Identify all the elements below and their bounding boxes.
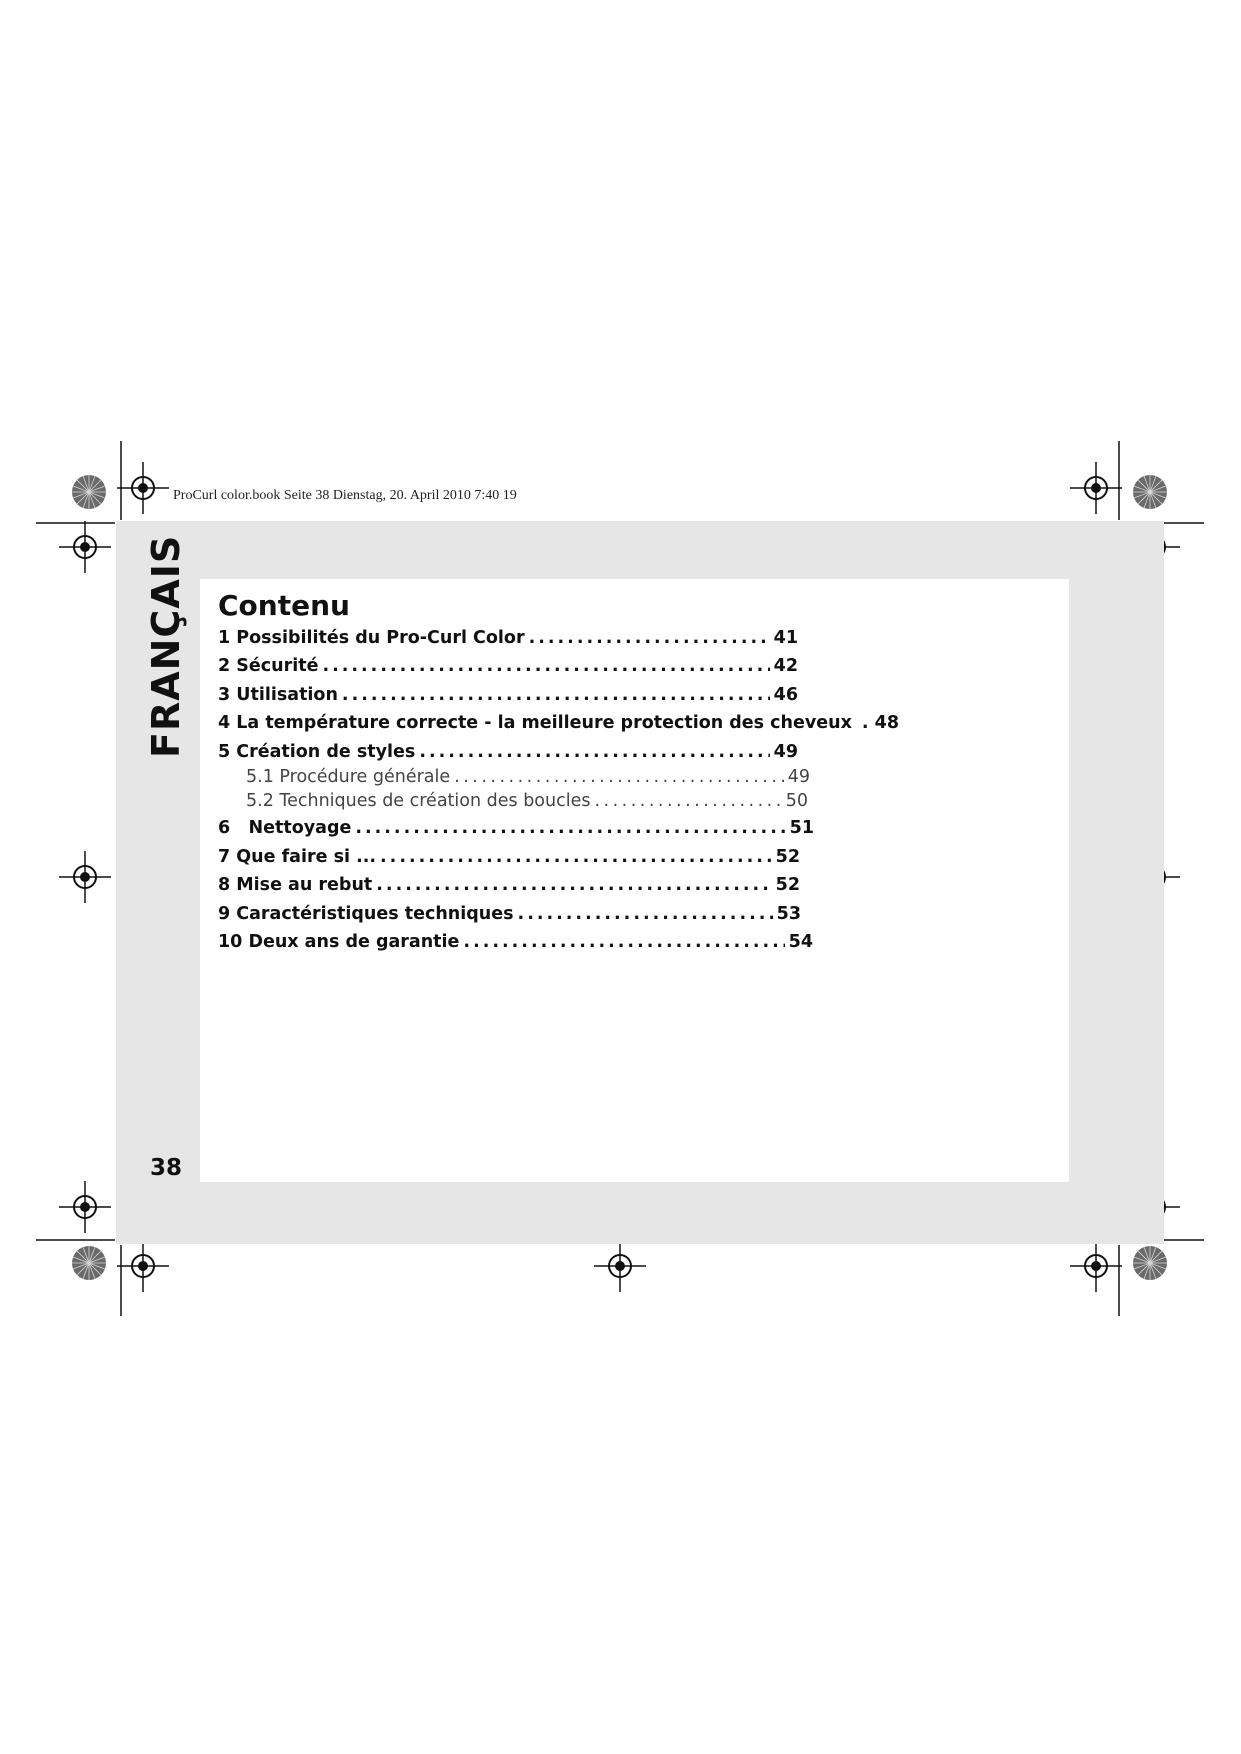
language-tab: FRANÇAIS bbox=[144, 534, 188, 758]
toc-entry-page: . 48 bbox=[861, 713, 899, 733]
toc-entry-label: 6 Nettoyage bbox=[218, 818, 352, 838]
toc-entry-page: 54 bbox=[788, 932, 813, 952]
print-slug: ProCurl color.book Seite 38 Dienstag, 20. April 2010 7:40 19 bbox=[173, 488, 517, 503]
dot-leader bbox=[355, 818, 785, 838]
toc-subentry bbox=[246, 791, 808, 811]
toc-entry-label: 5.2 Techniques de création des boucles bbox=[246, 791, 591, 811]
toc-entry-label: 5 Création de styles bbox=[218, 742, 416, 762]
toc-entry bbox=[218, 713, 899, 733]
toc-entry-page: 41 bbox=[773, 628, 798, 648]
toc-entry-page: 51 bbox=[789, 818, 814, 838]
dot-leader bbox=[376, 875, 771, 895]
toc-entry bbox=[218, 628, 798, 648]
toc-entry-page: 46 bbox=[773, 685, 798, 705]
toc-entry-page: 52 bbox=[775, 875, 800, 895]
toc-entry-label: 8 Mise au rebut bbox=[218, 875, 373, 895]
toc-entry-page: 42 bbox=[773, 656, 798, 676]
toc-entry bbox=[218, 818, 814, 838]
dot-leader bbox=[463, 932, 784, 952]
toc-entry bbox=[218, 904, 801, 924]
dot-leader bbox=[454, 767, 784, 787]
toc-entry bbox=[218, 685, 798, 705]
page-number: 38 bbox=[150, 1155, 183, 1181]
dot-leader bbox=[594, 791, 781, 811]
dot-leader bbox=[380, 847, 772, 867]
toc-entry bbox=[218, 875, 800, 895]
dot-leader bbox=[322, 656, 769, 676]
toc-title: Contenu bbox=[218, 589, 350, 622]
toc-subentry bbox=[246, 767, 810, 787]
toc-entry-page: 49 bbox=[787, 767, 810, 787]
toc-entry-label: 2 Sécurité bbox=[218, 656, 319, 676]
toc-entry-label: 5.1 Procédure générale bbox=[246, 767, 451, 787]
toc-entry-label: 7 Que faire si ... bbox=[218, 847, 377, 867]
toc-entry-label: 10 Deux ans de garantie bbox=[218, 932, 460, 952]
dot-leader bbox=[342, 685, 770, 705]
toc-entry-page: 52 bbox=[775, 847, 800, 867]
dot-leader bbox=[529, 628, 770, 648]
toc-entry-page: 49 bbox=[773, 742, 798, 762]
toc-entry-label: 9 Caractéristiques techniques bbox=[218, 904, 514, 924]
toc-entry-page: 50 bbox=[785, 791, 808, 811]
toc-entry bbox=[218, 656, 798, 676]
toc-entry-label: 3 Utilisation bbox=[218, 685, 338, 705]
toc-entry-label: 4 La température correcte - la meilleure protection des cheveux bbox=[218, 713, 852, 733]
dot-leader bbox=[518, 904, 773, 924]
toc-entry bbox=[218, 932, 813, 952]
dot-leader bbox=[419, 742, 769, 762]
toc-entry-label: 1 Possibilités du Pro-Curl Color bbox=[218, 628, 525, 648]
toc-entry bbox=[218, 742, 798, 762]
toc-entry bbox=[218, 847, 800, 867]
toc-entry-page: 53 bbox=[776, 904, 801, 924]
